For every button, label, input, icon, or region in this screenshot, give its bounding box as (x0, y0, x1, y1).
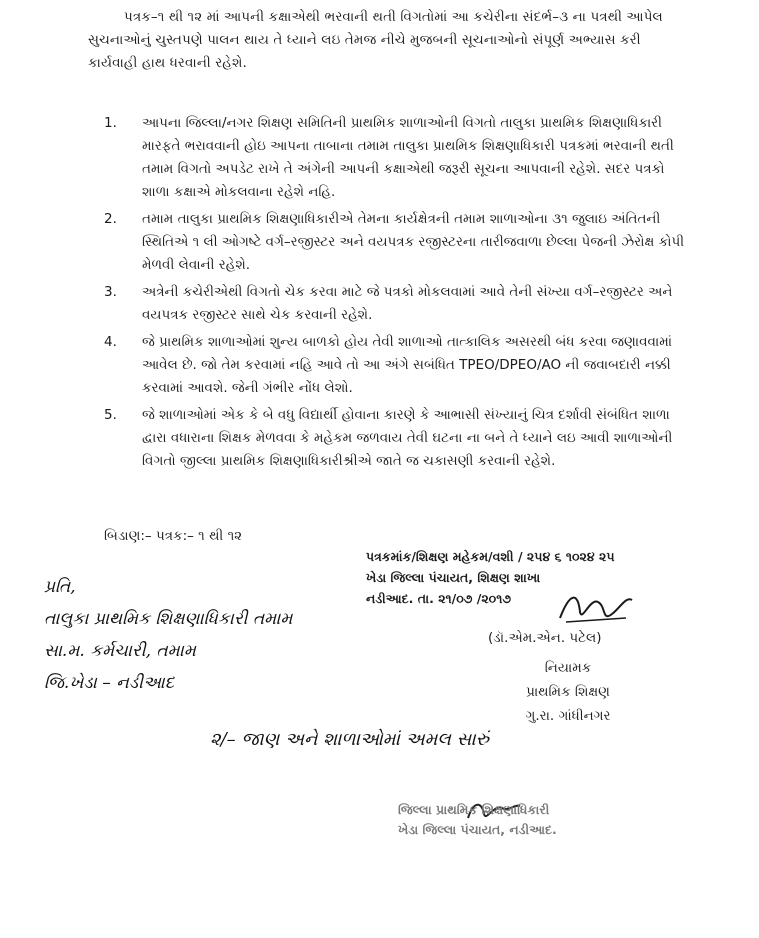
list-item (104, 281, 696, 327)
item-text: તમામ તાલુકા પ્રાથમિક શિક્ષણાધિકારીએ તેમના કાર્યક્ષેત્રની તમામ શાળાઓના ૩૧ જુલાઇ અંતિતની સ્થિતિએ ૧ લી ઓગષ્ટે વર્ગ–રજીસ્ટર અને વયપત્રક રજીસ્ટરના તારીજવાળા છેલ્લા પેજની ઝેરોક્ષ કોપી મેળવી લેવાની રહેશે. (142, 211, 685, 273)
item-text: આપના જિલ્લા/નગર શિક્ષણ સમિતિની પ્રાથમિક શાળાઓની વિગતો તાલુકા પ્રાથમિક શિક્ષણાધિકારી મારફતે ભરાવવાની હોઇ આપના તાબાના તમામ તાલુકા પ્રાથમિક શિક્ષણાધિકારી પત્રકમાં ભરવાની થતી તમામ વિગતો અપડેટ રાખે તે અંગેની આપની કક્ષાએથી જરૂરી સૂચના આપવાની રહેશે. સદર પત્રકો શાળા કક્ષાએ મોકલવાના રહેશે નહિ. (142, 115, 674, 200)
designation-line: નિયામક (544, 660, 592, 676)
item-number: 3. (104, 284, 117, 300)
list-item (104, 404, 696, 473)
designation-line: ગુ.રા. ગાંધીનગર (525, 708, 611, 724)
stamp-line: ખેડા જિલ્લા પંચાયત, નડીઆદ. (398, 822, 557, 837)
handwritten-forward-note: ૨/– જાણ અને શાળાઓમાં અમલ સારું (210, 729, 489, 750)
list-item (104, 208, 696, 277)
letter-number: પત્રકમાંક/શિક્ષણ મહેકમ/વશી / ૨૫૪ ૬ ૧૦૨૪ ૨૫ (366, 549, 615, 564)
handwritten-addressee (44, 571, 292, 699)
item-number: 1. (104, 115, 117, 131)
instruction-list (104, 112, 696, 473)
signatory-designation (508, 656, 628, 728)
item-number: 2. (104, 211, 117, 227)
office-name: ખેડા જિલ્લા પંચાયત, શિક્ષણ શાખા (366, 570, 541, 585)
list-item (104, 112, 696, 204)
handwritten-line: પ્રતિ, (44, 577, 76, 597)
handwritten-line: જિ.ખેડા – નડીઆદ (44, 673, 175, 693)
letter-date: નડીઆદ. તા. ૨૧/૦૭ /૨૦૧૭ (366, 591, 512, 606)
item-text: જે પ્રાથમિક શાળાઓમાં શુન્ય બાળકો હોય તેવી શાળાઓ તાત્કાલિક અસરથી બંધ કરવા જણાવવામાં આવેલ છે. જો તેમ કરવામાં નહિ આવે તો આ અંગે સબંધિત TPEO/DPEO/AO ની જવાબદારી નક્કી કરવામાં આવશે. જેની ગંભીર નોંધ લેશો. (142, 334, 673, 396)
list-item (104, 331, 696, 400)
enclosure-line: બિડાણ:– પત્રક:– ૧ થી ૧૨ (104, 528, 243, 544)
designation-line: પ્રાથમિક શિક્ષણ (526, 684, 610, 700)
officer-stamp (398, 800, 557, 840)
handwritten-line: સા.મ. કર્મચારી, તમામ (44, 641, 196, 661)
item-text: અત્રેની કચેરીએથી વિગતો ચેક કરવા માટે જે પત્રકો મોકલવામાં આવે તેની સંખ્યા વર્ગ–રજીસ્ટર અને વયપત્રક રજીસ્ટર સાથે ચેક કરવાની રહેશે. (142, 284, 673, 323)
stamp-line: જિલ્લા પ્રાથમિક શિક્ષણાધિકારી (398, 802, 550, 817)
item-text: જે શાળાઓમાં એક કે બે વધુ વિદ્યાર્થી હોવાના કારણે કે આભાસી સંખ્યાનું ચિત્ર દર્શાવી સંબંધિત શાળા દ્વારા વધારાના શિક્ષક મેળવવા કે મહેકમ જળવાય તેવી ઘટના ના બને તે ધ્યાને લઇ આવી શાળાઓની વિગતો જીલ્લા પ્રાથમિક શિક્ષણાધિકારીશ્રીએ જાતે જ ચકાસણી કરવાની રહેશે. (142, 407, 673, 469)
signature-scribble (556, 588, 636, 628)
signatory-name: (ડૉ.એમ.એન. પટેલ) (488, 630, 602, 646)
item-number: 4. (104, 334, 117, 350)
intro-paragraph: પત્રક–૧ થી ૧૨ માં આપની કક્ષાએથી ભરવાની થતી વિગતોમાં આ કચેરીના સંદર્ભ–૩ ના પત્રથી આપેલ સુચનાઓનું ચુસ્તપણે પાલન થાય તે ધ્યાને લઇ તેમજ નીચે મુજબની સૂચનાઓનો સંપૂર્ણ અભ્યાસ કરી કાર્યવાહી હાથ ધરવાની રહેશે. (88, 9, 663, 71)
item-number: 5. (104, 407, 117, 423)
handwritten-line: તાલુકા પ્રાથમિક શિક્ષણાધિકારી તમામ (44, 609, 293, 629)
